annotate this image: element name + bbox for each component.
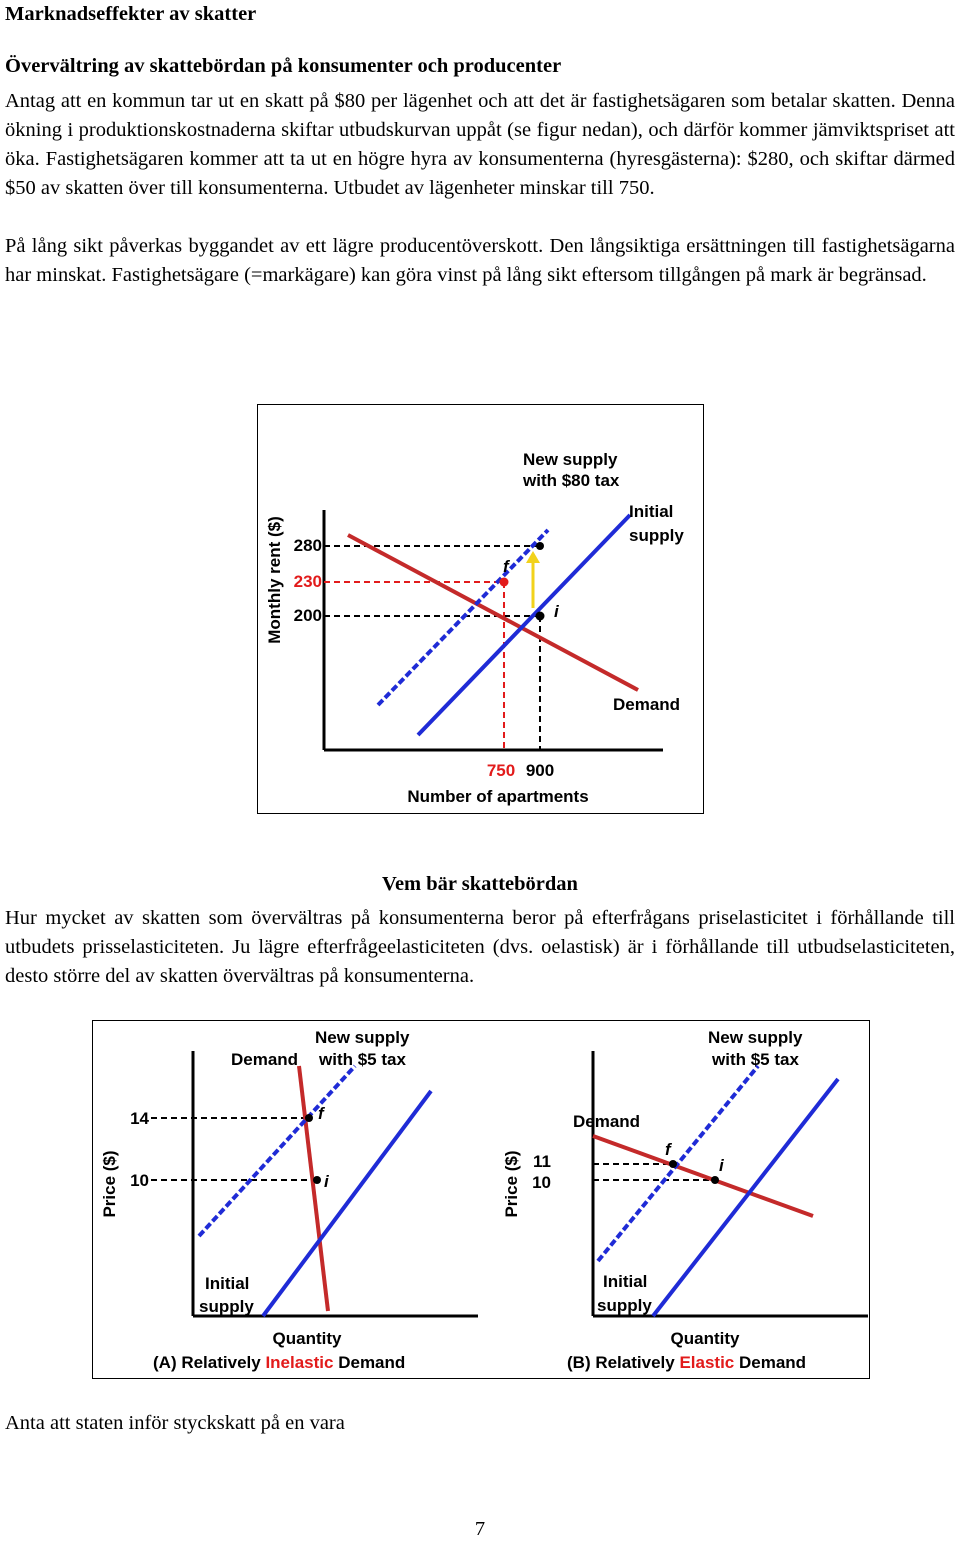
- initial-supply-label-1: Initial: [629, 502, 674, 521]
- panel-b-new-supply-curve: [598, 1066, 758, 1261]
- panel-b-new-supply-label-2: with $5 tax: [712, 1050, 799, 1069]
- panel-a-tick-10: 10: [130, 1171, 149, 1190]
- panel-a: [100, 1028, 478, 1372]
- figure-elasticity-comparison: [92, 1020, 870, 1379]
- panel-a-tick-14: 14: [130, 1109, 149, 1128]
- panel-a-x-axis-label: Quantity: [272, 1329, 342, 1348]
- demand-label: Demand: [613, 695, 681, 714]
- panel-b-new-supply-label-1: New supply: [708, 1028, 803, 1047]
- page-number: 7: [474, 1518, 486, 1540]
- tick-750: 750: [486, 761, 516, 780]
- panel-a-point-i-dot: [313, 1176, 321, 1184]
- point-f-dot: [500, 578, 509, 587]
- panel-a-initial-supply-label-1: Initial: [205, 1274, 250, 1293]
- panel-b-demand-label: Demand: [573, 1112, 641, 1131]
- new-supply-label-1: New supply: [523, 450, 618, 469]
- panel-a-caption-em: Inelastic: [265, 1353, 334, 1372]
- panel-b-caption-pre: (B) Relatively: [567, 1353, 680, 1372]
- panel-a-caption-pre: (A) Relatively: [153, 1353, 266, 1372]
- figure-rent-tax: [257, 404, 704, 814]
- point-f-label: f: [503, 557, 509, 576]
- panel-b-initial-supply-curve: [653, 1079, 838, 1316]
- panel-a-new-supply-label-1: New supply: [315, 1028, 410, 1047]
- tick-280: 280: [293, 536, 322, 555]
- point-i-label: i: [554, 602, 559, 621]
- tick-900: 900: [525, 761, 555, 780]
- panel-b-demand-curve: [593, 1136, 813, 1216]
- panel-a-point-f-label: f: [318, 1104, 324, 1123]
- panel-a-caption: [153, 1353, 405, 1372]
- paragraph-elasticity: Hur mycket av skatten som övervältras på konsumenterna beror på efterfrågans priselasticitet i förhållande till utbudets prisselasticiteten. Ju lägre efterfrågeelasticiteten (dvs. oelastisk) är i förhållande till utbudselasticiteten, desto större del av skatten övervältras på konsumenterna.: [5, 907, 955, 987]
- panel-a-caption-post: Demand: [333, 1353, 406, 1372]
- initial-supply-curve: [418, 515, 630, 735]
- point-new-dot: [536, 542, 544, 550]
- panel-b-initial-supply-label-2: supply: [597, 1296, 652, 1315]
- tick-200: 200: [293, 606, 322, 625]
- panel-b-point-f-dot: [669, 1160, 677, 1168]
- section-heading-tax-shifting: Övervältring av skattebördan på konsumenter och producenter: [5, 55, 562, 77]
- section-heading-tax-burden: Vem bär skattebördan: [382, 873, 578, 895]
- page-title: Marknadseffekter av skatter: [5, 3, 257, 25]
- panel-b-y-axis-label: Price ($): [502, 1150, 521, 1218]
- panel-b-tick-11: 11: [533, 1152, 551, 1171]
- panel-b-point-f-label: f: [665, 1140, 671, 1159]
- paragraph-unit-tax: Anta att staten inför styckskatt på en vara: [5, 1412, 345, 1434]
- panel-a-y-axis-label: Price ($): [100, 1150, 119, 1218]
- paragraph-tax-example: Antag att en kommun tar ut en skatt på $80 per lägenhet och att det är fastighetsägaren som betalar skatten. Denna ökning i produktionskostnaderna skiftar utbudskurvan uppåt (se figur nedan), och därför kommer jämviktspriset att öka. Fastighetsägaren kommer att ta ut en högre hyra av konsumenterna (hyresgästerna): $280, och skiftar därmed $50 av skatten över till konsumenterna. Utbudet av lägenheter minskar till 750.: [5, 90, 955, 199]
- panel-b-tick-10: 10: [532, 1173, 551, 1192]
- panel-b-caption-em: Elastic: [679, 1353, 735, 1372]
- panel-b-caption: [567, 1353, 806, 1372]
- panel-a-new-supply-label-2: with $5 tax: [319, 1050, 406, 1069]
- point-i-dot: [536, 612, 545, 621]
- panel-b-point-i-label: i: [719, 1156, 724, 1175]
- panel-a-new-supply-curve: [199, 1066, 355, 1236]
- x-axis-label: Number of apartments: [407, 787, 589, 806]
- panel-a-initial-supply-label-2: supply: [199, 1297, 254, 1316]
- new-supply-label-2: with $80 tax: [523, 471, 620, 490]
- paragraph-long-run: På lång sikt påverkas byggandet av ett lägre producentöverskott. Den långsiktiga ersättningen till fastighetsägarna har minskat. Fastighetsägare (=markägare) kan göra vinst på lång sikt eftersom tillgången på mark är begränsad.: [5, 235, 955, 286]
- panel-a-initial-supply-curve: [263, 1091, 431, 1316]
- demand-curve: [348, 535, 638, 690]
- y-axis-label: Monthly rent ($): [265, 516, 284, 644]
- panel-b: [502, 1028, 868, 1372]
- panel-b-point-i-dot: [711, 1176, 719, 1184]
- panel-b-x-axis-label: Quantity: [670, 1329, 740, 1348]
- panel-b-caption-post: Demand: [734, 1353, 807, 1372]
- elasticity-diagrams: [93, 1021, 869, 1378]
- panel-a-demand-label: Demand: [231, 1050, 299, 1069]
- panel-b-initial-supply-label-1: Initial: [603, 1272, 648, 1291]
- rent-tax-diagram: [258, 405, 703, 813]
- initial-supply-label-2: supply: [629, 526, 684, 545]
- tick-230: 230: [293, 572, 322, 591]
- panel-a-point-i-label: i: [324, 1172, 329, 1191]
- panel-a-point-f-dot: [305, 1114, 313, 1122]
- new-supply-curve: [378, 530, 548, 705]
